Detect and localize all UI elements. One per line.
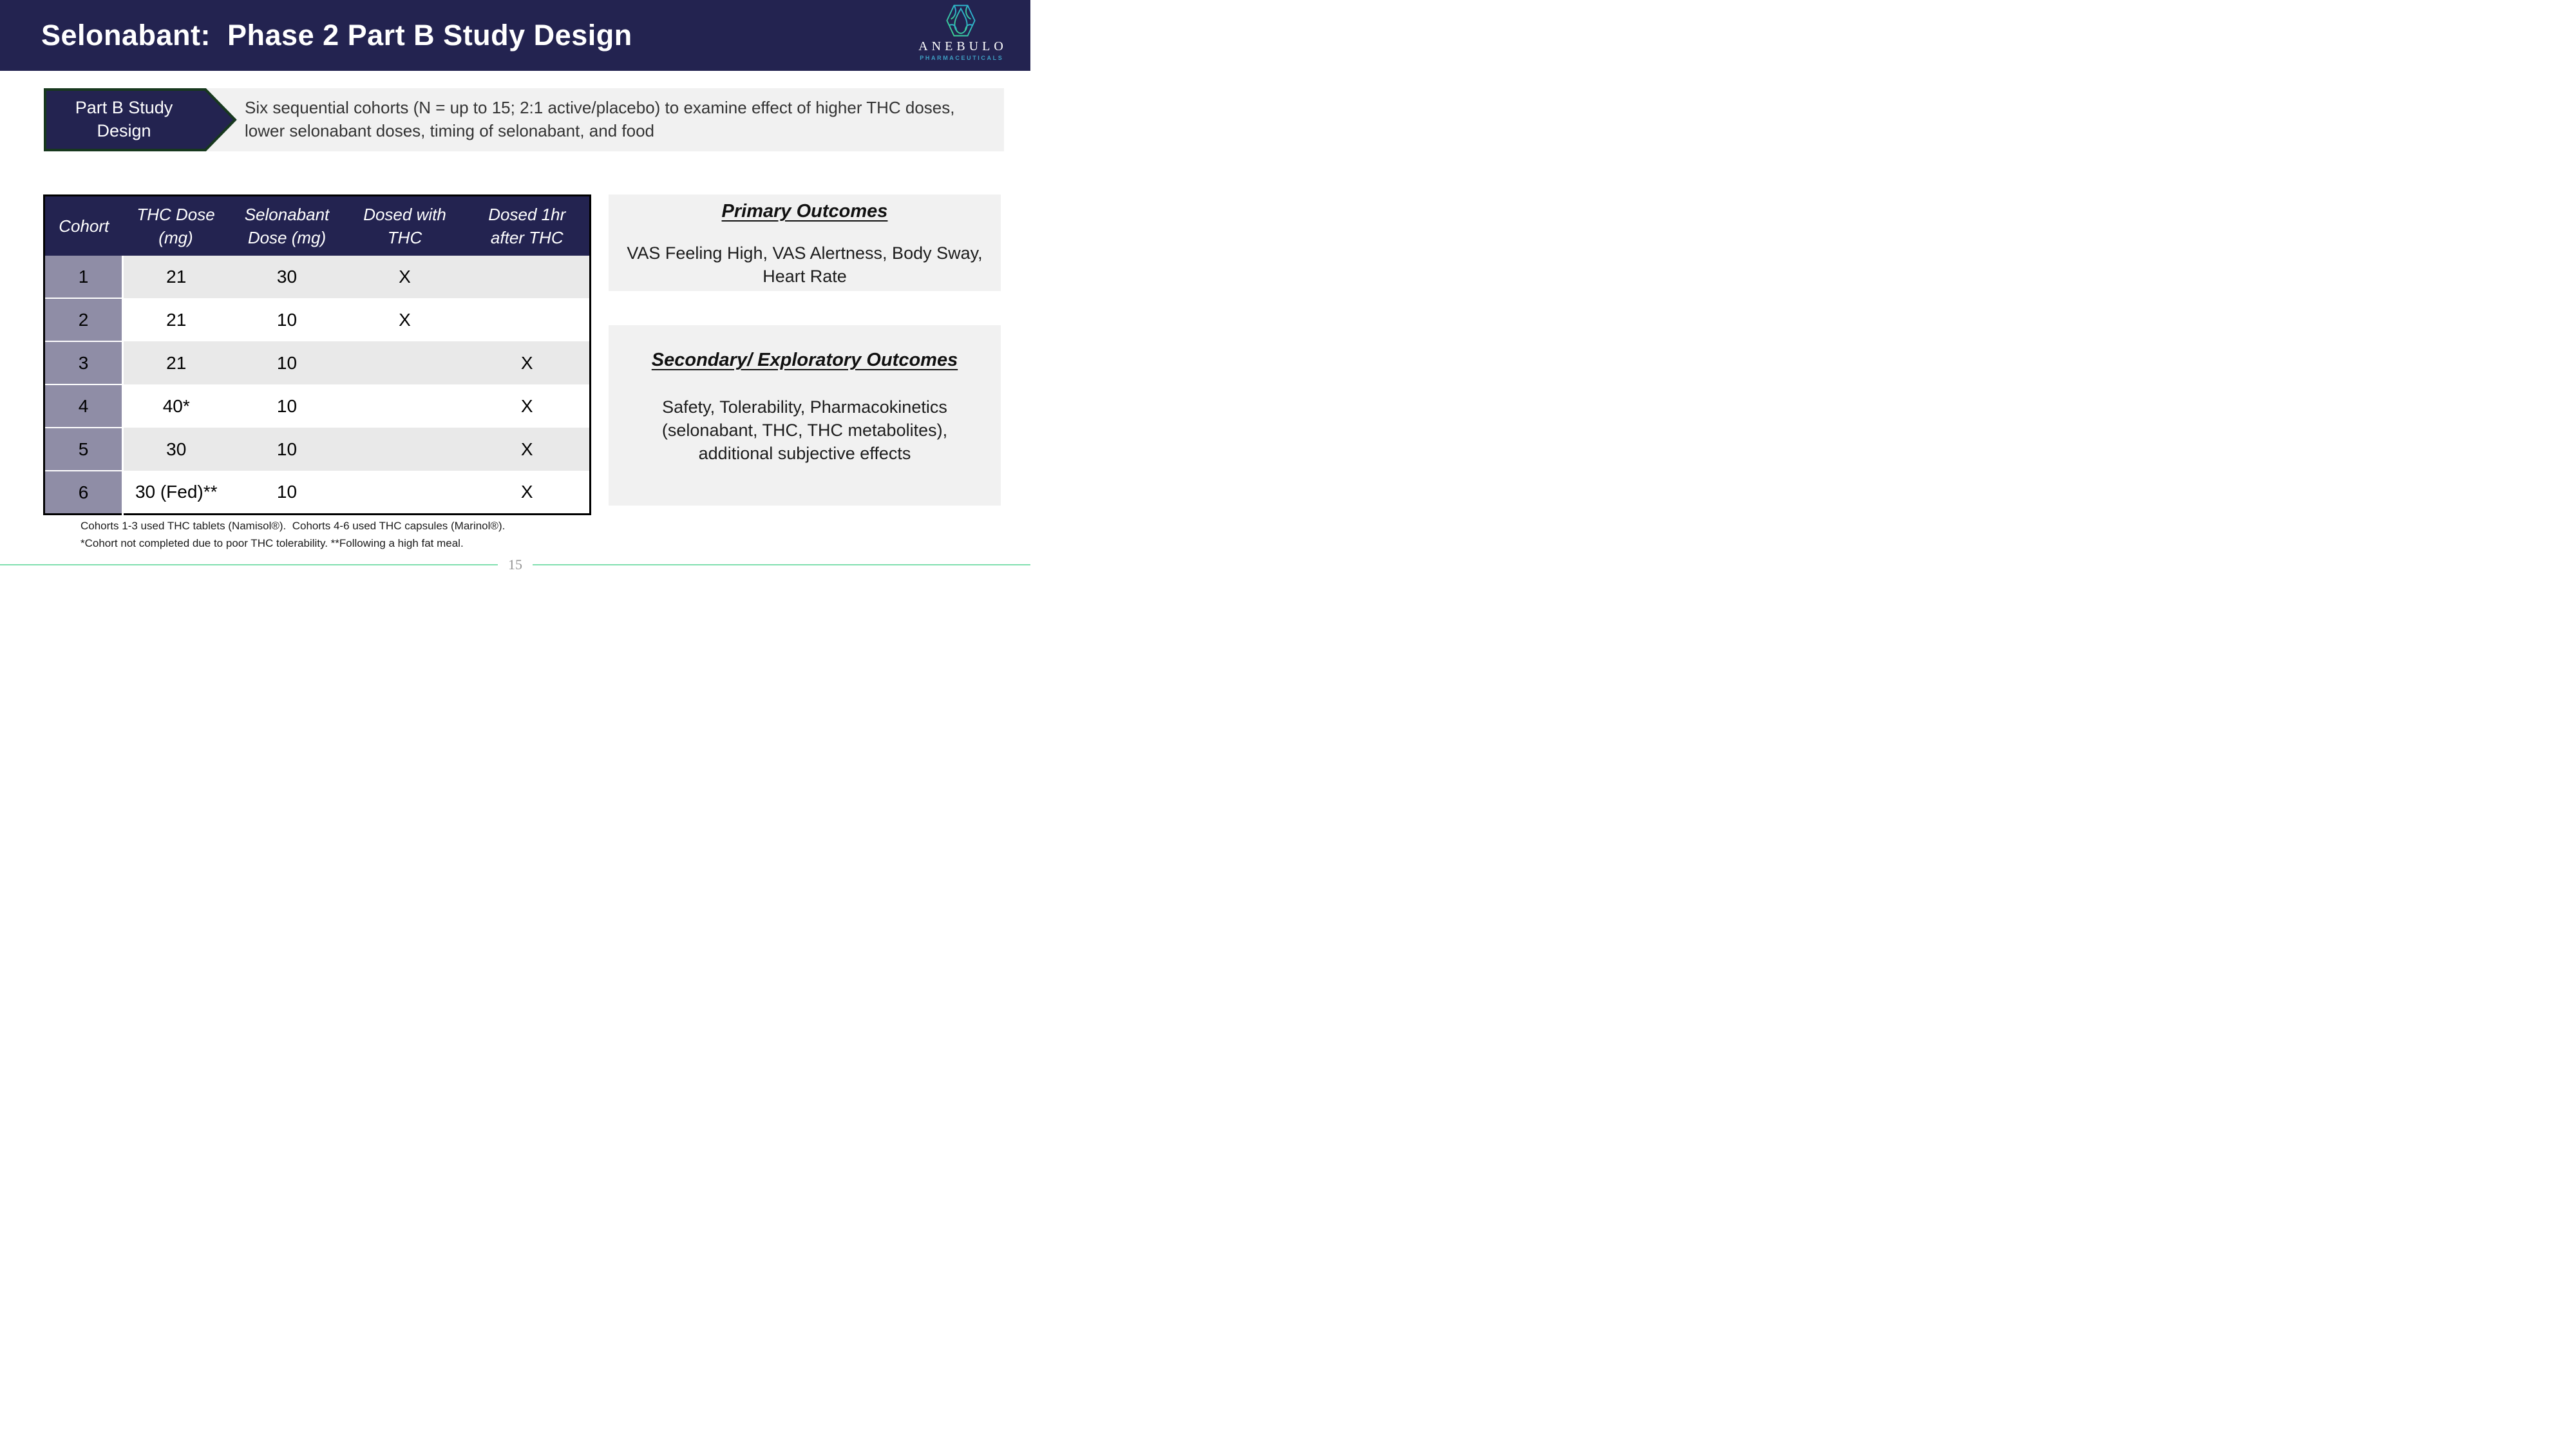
cell-thc-dose: 30 (Fed)** [123,471,229,515]
cell-cohort: 6 [44,471,123,515]
header-band [0,0,1030,71]
table-row [44,256,591,298]
study-design-banner [44,88,1004,151]
cell-selonabant-dose: 10 [229,428,345,471]
banner-description: Six sequential cohorts (N = up to 15; 2:1 active/placebo) to examine effect of higher THC doses, lower selonabant doses, timing of selonabant, and food [245,98,955,140]
cell-cohort: 2 [44,298,123,341]
column-header-cohort: Cohort [44,196,123,256]
column-header-thc-dose: THC Dose (mg) [123,196,229,256]
company-logo [909,3,1012,61]
footnotes [80,517,505,552]
cell-dosed-with-thc [345,471,465,515]
cohort-dose-table [43,194,591,515]
cell-dosed-1hr-after-thc [465,298,591,341]
primary-outcomes-panel [609,194,1001,291]
cell-thc-dose: 40* [123,384,229,428]
hexagon-logo-icon [945,3,976,38]
column-header-dosed-1hr-after-thc: Dosed 1hr after THC [465,196,591,256]
cell-dosed-1hr-after-thc: X [465,341,591,384]
footnote-line-1: Cohorts 1-3 used THC tablets (Namisol®). Cohorts 4-6 used THC capsules (Marinol®). [80,520,506,532]
cell-thc-dose: 21 [123,256,229,298]
slide [0,0,1030,580]
column-header-dosed-with-thc: Dosed with THC [345,196,465,256]
table-row [44,298,591,341]
table-row [44,384,591,428]
cell-thc-dose: 21 [123,341,229,384]
footer [0,556,1030,573]
table-header-row [44,196,591,256]
table-row [44,471,591,515]
banner-description-box [204,88,1004,151]
cell-dosed-with-thc [345,341,465,384]
primary-outcomes-body: VAS Feeling High, VAS Alertness, Body Sway, Heart Rate [627,243,983,287]
primary-outcomes-title: Primary Outcomes [721,201,888,222]
page-title: Selonabant: Phase 2 Part B Study Design [41,19,632,52]
page-number: 15 [508,556,522,573]
cell-cohort: 3 [44,341,123,384]
cell-dosed-1hr-after-thc: X [465,384,591,428]
cell-selonabant-dose: 10 [229,298,345,341]
footer-rule-left [0,564,498,565]
part-b-arrow-label: Part B Study Design [75,98,173,140]
cell-dosed-1hr-after-thc: X [465,428,591,471]
footnote-line-2: *Cohort not completed due to poor THC tolerability. **Following a high fat meal. [80,537,464,550]
cell-selonabant-dose: 10 [229,341,345,384]
secondary-outcomes-body: Safety, Tolerability, Pharmacokinetics (selonabant, THC, THC metabolites), additional subjective effects [661,397,948,464]
cell-dosed-1hr-after-thc: X [465,471,591,515]
cell-cohort: 1 [44,256,123,298]
part-b-arrow [44,88,237,151]
cell-thc-dose: 21 [123,298,229,341]
column-header-selonabant-dose: Selonabant Dose (mg) [229,196,345,256]
table-row [44,341,591,384]
footer-rule-right [533,564,1030,565]
cell-selonabant-dose: 30 [229,256,345,298]
logo-tagline: PHARMACEUTICALS [920,55,1004,61]
cell-dosed-with-thc: X [345,256,465,298]
cell-cohort: 5 [44,428,123,471]
cell-dosed-with-thc [345,428,465,471]
cell-selonabant-dose: 10 [229,471,345,515]
secondary-outcomes-panel [609,325,1001,506]
cell-dosed-with-thc: X [345,298,465,341]
table-row [44,428,591,471]
cell-dosed-1hr-after-thc [465,256,591,298]
logo-company-name: ANEBULO [918,39,1007,53]
cell-thc-dose: 30 [123,428,229,471]
cell-cohort: 4 [44,384,123,428]
cell-selonabant-dose: 10 [229,384,345,428]
cell-dosed-with-thc [345,384,465,428]
secondary-outcomes-title: Secondary/ Exploratory Outcomes [651,350,958,370]
